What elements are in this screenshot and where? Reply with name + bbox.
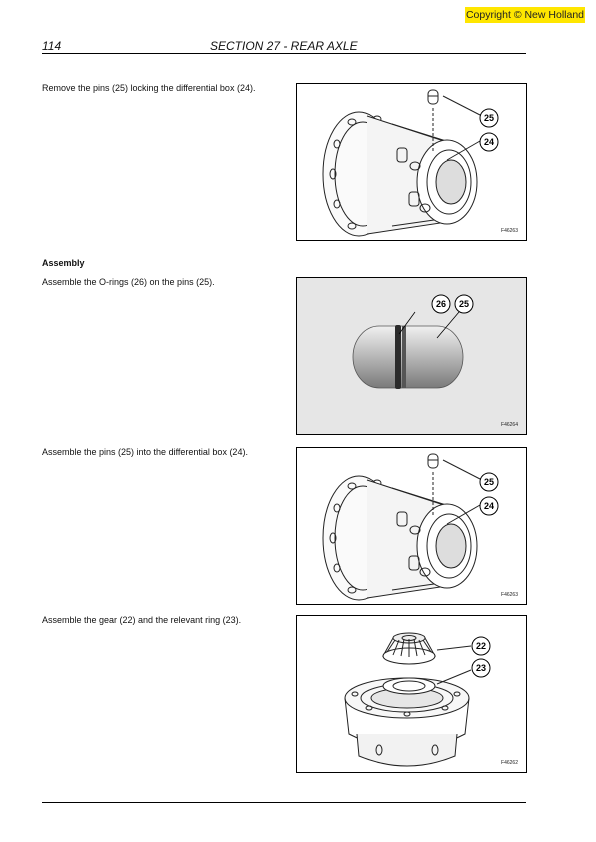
figure-pin-with-o-ring <box>296 277 527 435</box>
footer-rule <box>42 802 526 803</box>
callout-label: 26 <box>435 299 447 309</box>
callout-label: 25 <box>483 477 495 487</box>
assembly-heading: Assembly <box>42 258 85 268</box>
figure-code: F46263 <box>501 592 518 598</box>
page-number: 114 <box>42 39 62 53</box>
step-3-text: Assemble the pins (25) into the differential box (24). <box>42 447 248 457</box>
callout-label: 22 <box>475 641 487 651</box>
figure-code: F46264 <box>501 422 518 428</box>
callout-label: 24 <box>483 137 495 147</box>
figure-gear-and-ring <box>296 615 527 773</box>
step-2-text: Assemble the O-rings (26) on the pins (25). <box>42 277 215 287</box>
step-1-text: Remove the pins (25) locking the differential box (24). <box>42 83 256 93</box>
figure-differential-box-remove-pins <box>296 83 527 241</box>
callout-label: 24 <box>483 501 495 511</box>
callout-label: 25 <box>483 113 495 123</box>
callout-label: 25 <box>458 299 470 309</box>
step-4-text: Assemble the gear (22) and the relevant ring (23). <box>42 615 242 625</box>
header-rule <box>42 53 526 54</box>
callout-label: 23 <box>475 663 487 673</box>
figure-code: F46263 <box>501 228 518 234</box>
copyright-badge: Copyright © New Holland <box>465 9 585 21</box>
figure-differential-box-assemble-pins <box>296 447 527 605</box>
figure-code: F46262 <box>501 760 518 766</box>
section-title: SECTION 27 - REAR AXLE <box>210 39 358 53</box>
